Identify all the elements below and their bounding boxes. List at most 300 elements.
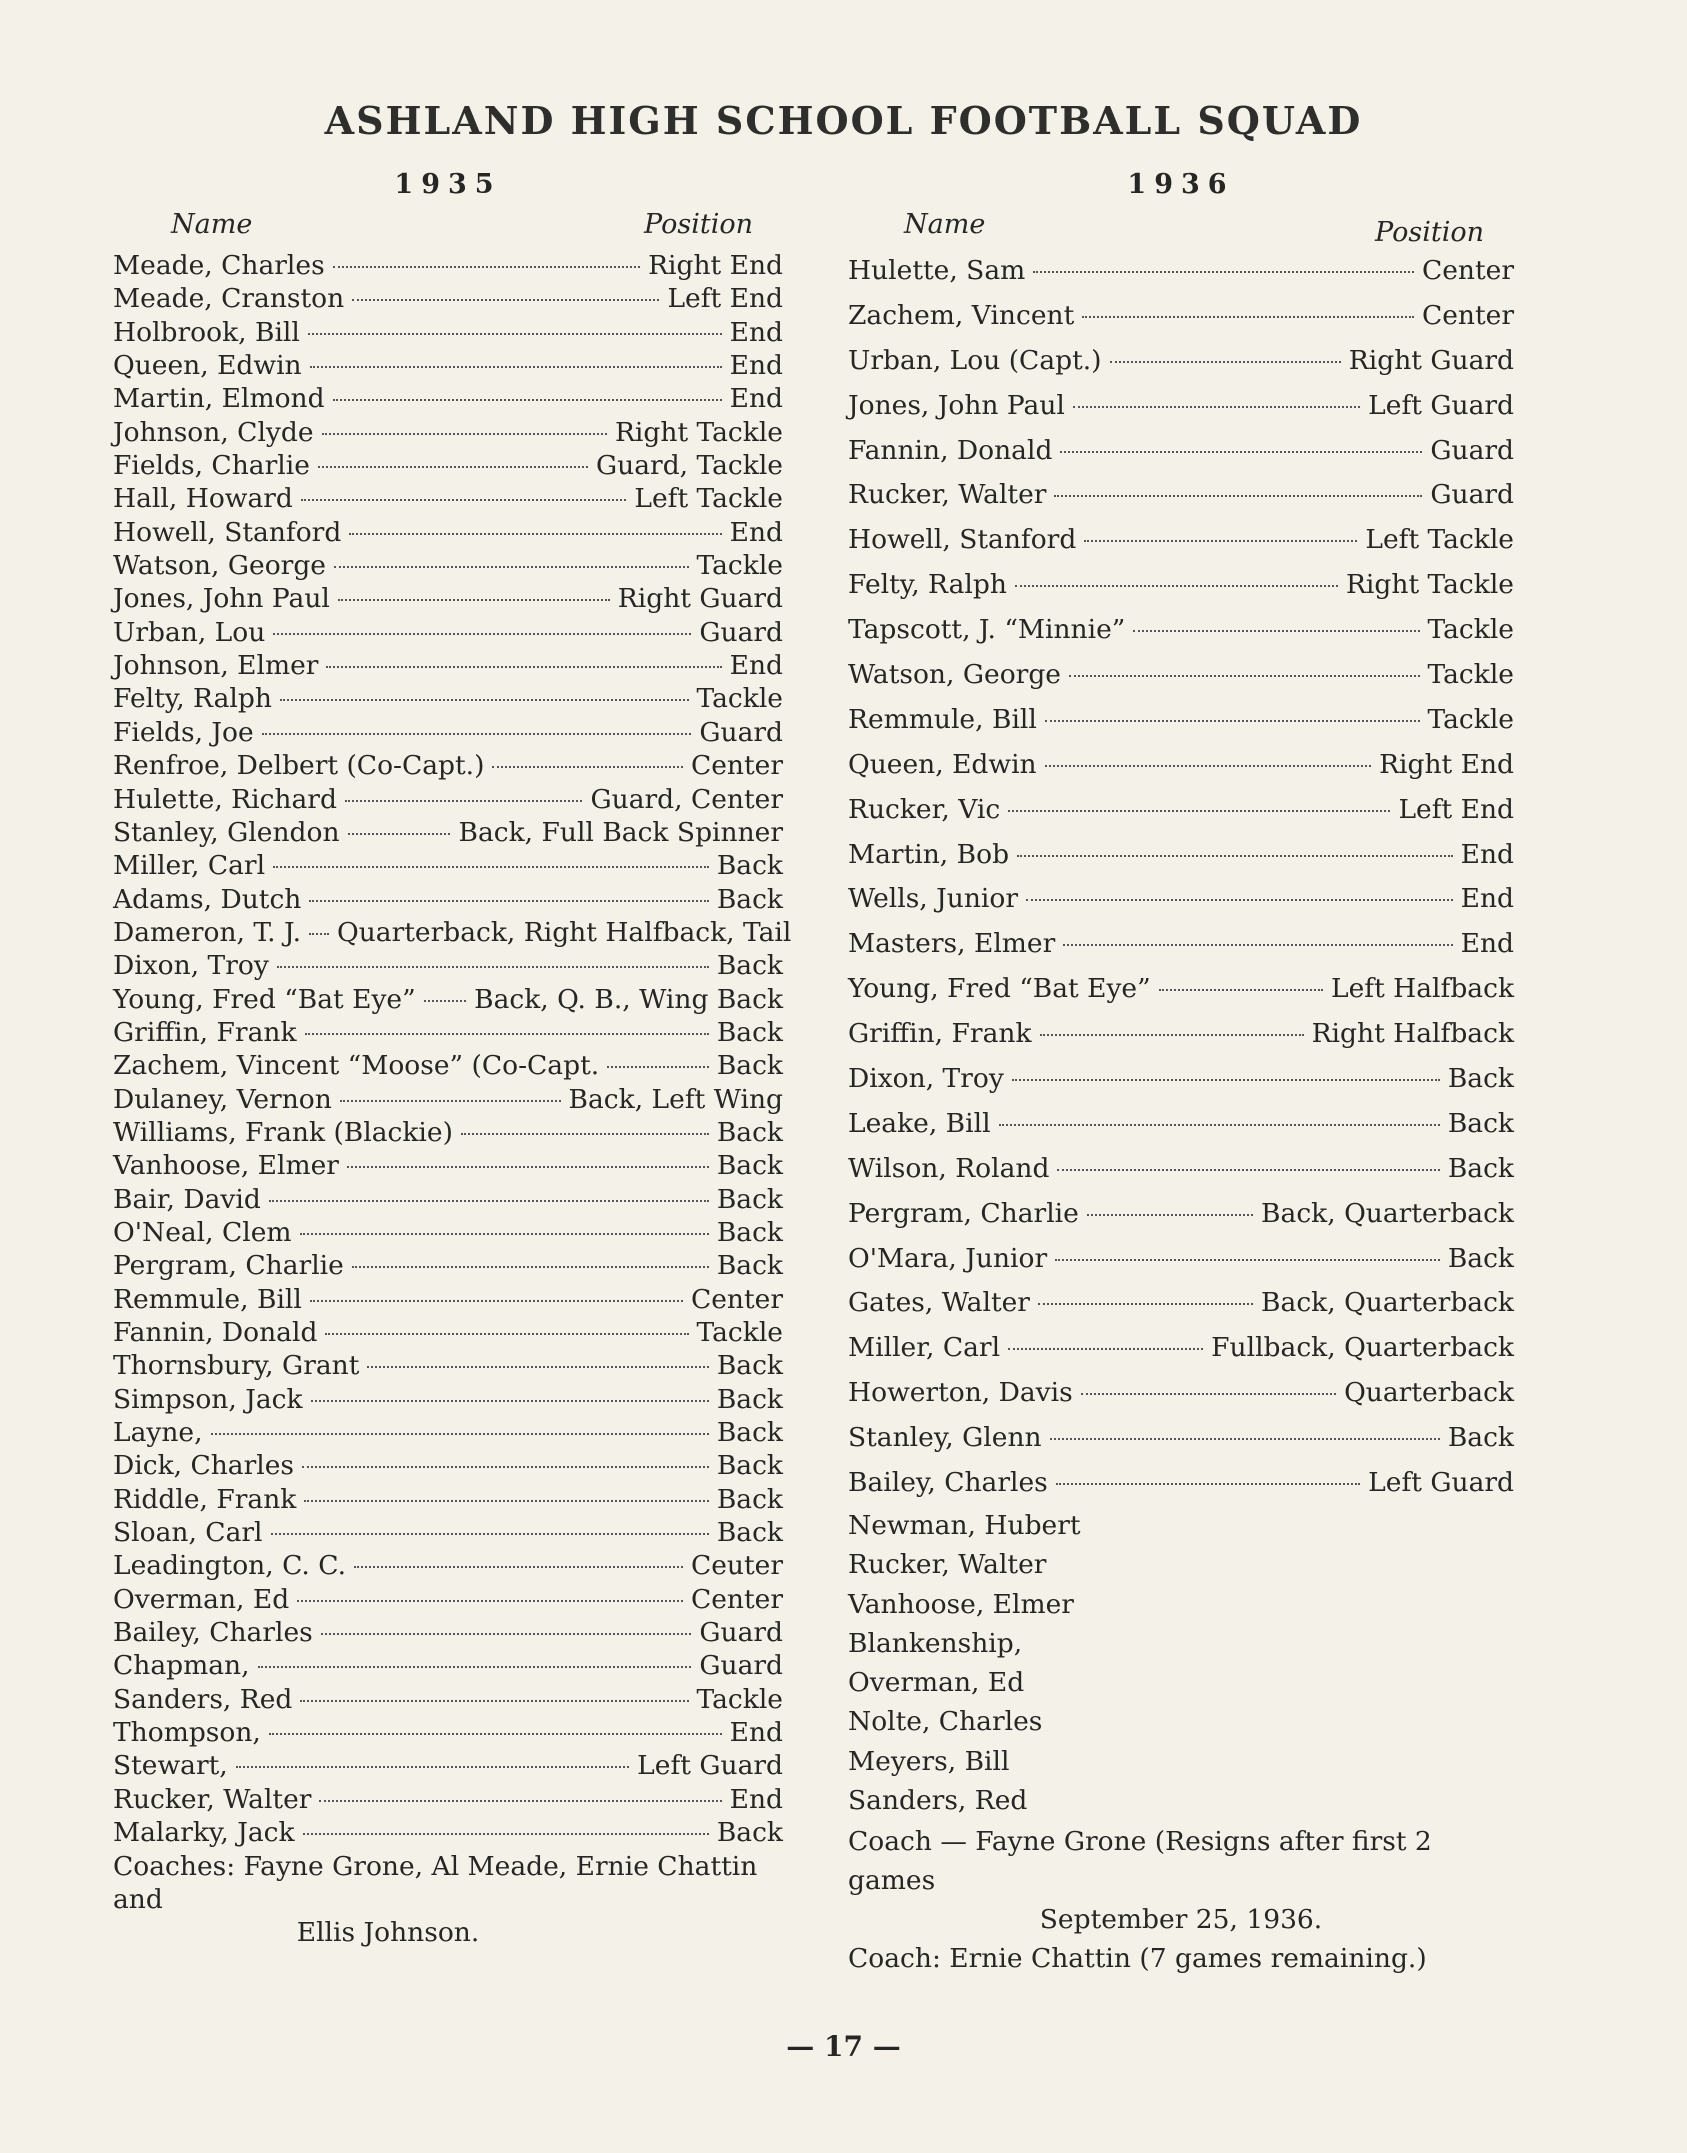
dot-leader [352,1266,709,1268]
player-name: Johnson, Clyde [113,416,314,448]
player-name: Dameron, T. J. [113,916,302,948]
player-name: Rucker, Walter [113,1783,312,1815]
player-name: Holbrook, Bill [113,316,300,348]
player-name: Fields, Joe [113,716,254,748]
roster-row [848,833,1514,878]
player-position: Ceuter [690,1550,783,1582]
dot-leader [236,1766,629,1768]
roster-row [848,1416,1514,1461]
roster-row [848,608,1514,653]
dot-leader [322,433,607,435]
roster-row [848,967,1514,1012]
dot-leader [1015,585,1338,587]
roster-row [848,1102,1514,1147]
player-position: Back [716,883,783,915]
dot-leader [345,800,583,802]
dot-leader [1026,899,1453,901]
dot-leader [1073,406,1360,408]
player-position: Guard [699,1650,783,1682]
roster-row [113,1749,783,1782]
player-position: Guard [699,1617,783,1649]
player-position: Left Guard [1368,1467,1514,1499]
player-position: Back [716,1250,783,1282]
player-name: Stanley, Glendon [113,816,340,848]
roster-1935 [113,165,792,1949]
player-name: Martin, Bob [848,838,1010,870]
player-position: Quarterback, Right Halfback, Tail [337,916,792,948]
roster-row [848,743,1514,788]
player-name: Queen, Edwin [113,350,302,382]
year-heading: 1935 [394,169,502,200]
player-name: Sanders, Red [848,1785,1028,1817]
player-name: Watson, George [848,659,1061,691]
roster-row [113,1216,783,1249]
roster-row [113,1183,783,1216]
dot-leader [319,1800,721,1802]
player-name: Leadington, C. C. [113,1550,347,1582]
dot-leader [1055,1259,1440,1261]
roster-row [848,698,1514,743]
player-name: Howell, Stanford [848,524,1077,556]
player-position: Tackle [1427,659,1514,691]
roster-row [848,1461,1514,1506]
dot-leader [1069,675,1420,677]
player-name: Sloan, Carl [113,1517,263,1549]
dot-leader [1082,316,1414,318]
roster-row [113,1816,783,1849]
dot-leader [1110,361,1341,363]
dot-leader [1057,1169,1439,1171]
roster-row [113,649,783,682]
dot-leader [302,1466,709,1468]
roster-row [848,518,1514,563]
dot-leader [349,533,721,535]
roster-list [848,249,1514,1506]
dot-leader [271,1533,709,1535]
roster-row [848,1147,1514,1192]
player-position: End [729,383,783,415]
player-name: Felty, Ralph [848,569,1007,601]
player-position: Guard, Center [590,783,783,815]
dot-leader [321,1633,692,1635]
column-headers [848,205,1514,249]
dot-leader [280,699,689,701]
dot-leader [1084,540,1357,542]
roster-row [113,1616,783,1649]
roster-row [113,883,783,916]
roster-row [113,616,783,649]
player-name: Tapscott, J. “Minnie” [848,614,1126,646]
roster-row [113,1049,783,1082]
roster-row [848,1012,1514,1057]
player-position: End [1460,883,1514,915]
dot-leader [309,900,708,902]
player-name: Malarky, Jack [113,1817,295,1849]
player-position: Back [716,1050,783,1082]
player-position: Guard [699,716,783,748]
player-name: Urban, Lou [113,616,266,648]
player-position: End [729,1783,783,1815]
dot-leader [607,1066,709,1068]
player-name: Zachem, Vincent “Moose” (Co-Capt. [113,1050,600,1082]
player-position: Quarterback [1344,1377,1514,1409]
roster-row [113,249,783,282]
additional-names [848,1506,1514,1820]
player-name: Young, Fred “Bat Eye” [848,973,1151,1005]
roster-row [848,1237,1514,1282]
player-position: Center [1421,299,1514,331]
dot-leader [367,1366,708,1368]
player-name: Rucker, Walter [848,1549,1047,1581]
dot-leader [258,1666,692,1668]
player-position: Center [1421,255,1514,286]
dot-leader [1050,1438,1440,1440]
player-name: Masters, Elmer [848,928,1056,960]
coach-line: Coach — Fayne Grone (Resigns after first 2 games [848,1826,1432,1897]
player-name: Adams, Dutch [113,883,302,915]
player-position: End [729,516,783,548]
player-position: Back [716,1450,783,1482]
player-name: Remmule, Bill [113,1283,302,1315]
player-name: Griffin, Frank [848,1018,1032,1050]
roster-row [848,1371,1514,1416]
player-position: Back [1447,1107,1514,1139]
dot-leader [1060,451,1422,453]
player-name: Thornsbury, Grant [113,1350,360,1382]
player-position: Right Tackle [1345,569,1514,601]
roster-row [113,1649,783,1682]
dot-leader [301,499,626,501]
player-position: Left Tackle [1365,524,1514,556]
player-position: Left Halfback [1330,973,1514,1005]
player-position: Right End [1379,748,1514,780]
player-name: Queen, Edwin [848,748,1037,780]
roster-row [113,1583,783,1616]
dot-leader [269,1733,722,1735]
player-position: Guard, Tackle [596,450,783,482]
player-name: Pergram, Charlie [848,1197,1079,1229]
player-name: Jones, John Paul [113,583,330,615]
dot-leader [300,1700,688,1702]
player-name: Bailey, Charles [848,1467,1048,1499]
roster-row [113,816,783,849]
player-position: Right End [648,250,783,281]
page-title: ASHLAND HIGH SCHOOL FOOTBALL SQUAD [324,98,1363,143]
roster-1936 [848,165,1514,1978]
player-name: Layne, [113,1417,203,1449]
dot-leader [326,666,721,668]
player-name: Watson, George [113,550,326,582]
player-name: Bailey, Charles [113,1617,313,1649]
player-position: Back [1447,1242,1514,1274]
player-position: Guard [699,616,783,648]
player-position: Back [716,1417,783,1449]
player-position: Back [716,1150,783,1182]
roster-list [113,249,792,1850]
player-position: Tackle [696,683,783,715]
player-position: Guard [1430,479,1514,511]
roster-row [113,1716,783,1749]
player-name: Thompson, [113,1717,261,1749]
dot-leader [1159,989,1323,991]
dot-leader [309,933,329,935]
dot-leader [1008,1348,1203,1350]
roster-row [848,384,1514,429]
dot-leader [333,399,722,401]
roster-row [848,653,1514,698]
dot-leader [211,1433,709,1435]
player-position: Center [690,1583,783,1615]
player-position: Tackle [1427,703,1514,735]
player-position: End [1460,838,1514,870]
roster-row [848,249,1514,294]
dot-leader [310,1300,683,1302]
player-name: Vanhoose, Elmer [113,1150,339,1182]
player-position: Left Guard [637,1750,783,1782]
roster-row [848,788,1514,833]
coaches-line: Coaches: Fayne Grone, Al Meade, Ernie Chattin and [113,1850,758,1915]
dot-leader [304,1500,708,1502]
roster-row [848,473,1514,518]
dot-leader [325,1333,688,1335]
dot-leader [269,1200,709,1202]
player-position: Right Guard [617,583,783,615]
dot-leader [273,866,709,868]
player-position: Back [716,1116,783,1148]
dot-leader [262,733,692,735]
dot-leader [300,1233,709,1235]
roster-row [113,316,783,349]
player-name: Fannin, Donald [848,434,1053,466]
dot-leader [310,366,722,368]
roster-row [113,1016,783,1049]
player-name: Dixon, Troy [113,950,269,982]
dot-leader [999,1124,1440,1126]
coach-note [848,1822,1514,1978]
dot-leader [297,1600,683,1602]
player-position: Center [690,1283,783,1315]
player-position: Right Tackle [614,416,783,448]
coaches-note [113,1850,783,1949]
player-name: Riddle, Frank [113,1483,297,1515]
player-name: Chapman, [113,1650,250,1682]
roster-row [113,1783,783,1816]
player-name: Zachem, Vincent [848,299,1075,331]
name-header: Name [171,209,253,240]
player-position: Back [716,1016,783,1048]
dot-leader [347,1166,709,1168]
player-position: Left End [1398,793,1514,825]
roster-row [113,682,783,715]
player-position: Center [690,750,783,782]
player-position: Fullback, Quarterback [1211,1332,1514,1364]
player-name: Dixon, Troy [848,1063,1004,1095]
player-name: Stanley, Glenn [848,1422,1042,1454]
player-position: Guard [1430,434,1514,466]
player-position: Back [1447,1152,1514,1184]
player-name: Blankenship, [848,1627,1023,1659]
roster-row [113,1149,783,1182]
player-name: Howell, Stanford [113,516,342,548]
roster-row [113,1449,783,1482]
roster-row [113,349,783,382]
roster-row [848,922,1514,967]
roster-row [113,1549,783,1582]
dot-leader [333,266,640,268]
dot-leader [461,1133,709,1135]
dot-leader [1081,1393,1336,1395]
dot-leader [308,333,722,335]
roster-row [113,949,783,982]
player-position: Right Halfback [1311,1018,1514,1050]
player-name: Martin, Elmond [113,383,325,415]
dot-leader [277,966,709,968]
roster-row [113,1416,783,1449]
player-position: Back [716,1183,783,1215]
coaches-line: Ellis Johnson. [296,1916,480,1948]
player-name: Remmule, Bill [848,703,1037,735]
player-position: End [729,650,783,682]
player-name: Simpson, Jack [113,1383,303,1415]
player-position: End [729,316,783,348]
dot-leader [1040,1034,1304,1036]
name-header: Name [904,209,986,240]
player-name: Rucker, Walter [848,479,1047,511]
dot-leader [1054,495,1422,497]
player-position: Back [716,1817,783,1849]
dot-leader [1012,1079,1440,1081]
roster-row [113,1116,783,1149]
roster-row [113,849,783,882]
player-name: Miller, Carl [113,850,266,882]
roster-row [848,1057,1514,1102]
dot-leader [1033,271,1414,273]
roster-row [113,716,783,749]
roster-row [848,339,1514,384]
player-position: Tackle [696,550,783,582]
roster-row [113,1349,783,1382]
player-name: Wilson, Roland [848,1152,1050,1184]
position-header: Position [1375,217,1484,248]
dot-leader [305,1033,709,1035]
roster-row [113,516,783,549]
player-name: Hall, Howard [113,483,293,515]
dot-leader [1133,630,1419,632]
player-position: Back, Left Wing [568,1083,783,1115]
roster-row [848,294,1514,339]
player-position: Left Tackle [634,483,783,515]
player-name: Overman, Ed [848,1667,1025,1699]
player-position: End [1460,928,1514,960]
player-name: Overman, Ed [113,1583,290,1615]
roster-row [113,1283,783,1316]
roster-row [113,282,783,315]
player-name: Urban, Lou (Capt.) [848,344,1102,376]
dot-leader [1038,1303,1253,1305]
roster-row [113,382,783,415]
coach-line: Coach: Ernie Chattin (7 games remaining.) [848,1943,1427,1975]
dot-leader [334,566,689,568]
player-name: Wells, Junior [848,883,1019,915]
dot-leader [1008,810,1390,812]
player-name: Griffin, Frank [113,1016,297,1048]
player-position: Tackle [696,1317,783,1348]
roster-row [113,1483,783,1516]
player-position: Back [1447,1422,1514,1454]
roster-row [848,563,1514,608]
player-name: Rucker, Vic [848,793,1001,825]
player-name: Stewart, [113,1750,228,1782]
roster-row [113,983,783,1016]
player-position: Left End [667,283,783,315]
player-position: End [729,350,783,382]
dot-leader [424,1000,466,1002]
dot-leader [1087,1214,1253,1216]
player-name: Fields, Charlie [113,450,310,482]
roster-row [113,549,783,582]
roster-row [113,916,792,949]
player-position: Back [716,850,783,882]
roster-row [848,429,1514,474]
dot-leader [354,1566,683,1568]
player-position: End [729,1717,783,1749]
roster-row [113,1683,783,1716]
player-position: Back, Quarterback [1261,1287,1514,1319]
dot-leader [492,766,683,768]
dot-leader [1017,855,1453,857]
player-name: Dick, Charles [113,1450,295,1482]
dot-leader [1045,720,1420,722]
roster-row [113,1383,783,1416]
player-name: O'Neal, Clem [113,1216,292,1248]
dot-leader [318,466,588,468]
player-name: Leake, Bill [848,1107,991,1139]
roster-row [113,783,783,816]
roster-row [113,749,783,782]
player-position: Right Guard [1348,344,1514,376]
player-name: Felty, Ralph [113,683,272,715]
roster-row [113,482,783,515]
player-position: Tackle [1427,614,1514,646]
player-position: Tackle [696,1683,783,1715]
column-headers [113,205,783,249]
roster-row [113,582,783,615]
player-name: Meade, Cranston [113,283,345,315]
player-position: Back [1447,1063,1514,1095]
player-name: Vanhoose, Elmer [848,1588,1074,1620]
dot-leader [348,833,451,835]
player-name: Sanders, Red [113,1683,293,1715]
roster-row [848,1326,1514,1371]
coach-line: September 25, 1936. [1039,1904,1323,1936]
player-position: Back [716,1216,783,1248]
player-name: Pergram, Charlie [113,1250,344,1282]
player-name: Gates, Walter [848,1287,1030,1319]
player-name: Renfroe, Delbert (Co-Capt.) [113,750,485,782]
roster-row [113,416,783,449]
player-position: Back, Full Back Spinner [458,816,783,848]
player-position: Back [716,950,783,982]
roster-row [848,877,1514,922]
roster-row [848,1281,1514,1326]
player-position: Back [716,1350,783,1382]
dot-leader [311,1400,709,1402]
player-name: Williams, Frank (Blackie) [113,1116,453,1148]
player-name: Fannin, Donald [113,1317,318,1348]
dot-leader [340,1100,561,1102]
player-name: Newman, Hubert [848,1509,1081,1541]
player-name: Bair, David [113,1183,261,1215]
